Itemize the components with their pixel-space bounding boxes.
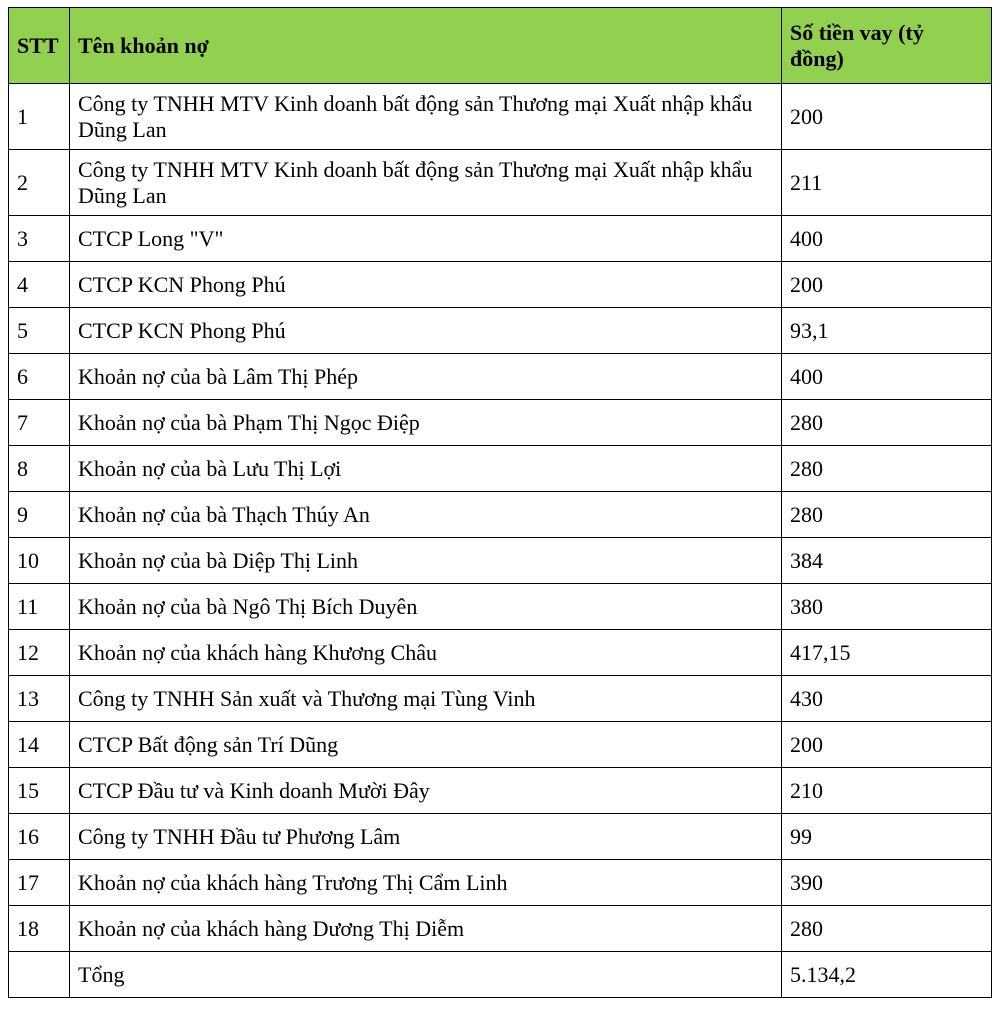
cell-amount: 280 (782, 400, 992, 446)
cell-name: CTCP Long "V" (70, 216, 782, 262)
cell-amount: 280 (782, 446, 992, 492)
cell-amount: 384 (782, 538, 992, 584)
cell-amount: 211 (782, 150, 992, 216)
cell-name: Công ty TNHH MTV Kinh doanh bất động sản Thương mại Xuất nhập khẩu Dũng Lan (70, 150, 782, 216)
cell-stt: 8 (9, 446, 70, 492)
cell-name: Công ty TNHH Sản xuất và Thương mại Tùng Vinh (70, 676, 782, 722)
cell-name: CTCP Đầu tư và Kinh doanh Mười Đây (70, 768, 782, 814)
cell-stt: 17 (9, 860, 70, 906)
cell-amount: 400 (782, 216, 992, 262)
table-row (9, 150, 992, 216)
cell-name: CTCP Bất động sản Trí Dũng (70, 722, 782, 768)
header-amount: Số tiền vay (tỷ đồng) (782, 8, 992, 84)
debt-table (8, 7, 992, 998)
cell-stt: 3 (9, 216, 70, 262)
cell-amount: 200 (782, 84, 992, 150)
cell-name: Khoản nợ của bà Phạm Thị Ngọc Điệp (70, 400, 782, 446)
cell-name: Khoản nợ của bà Lâm Thị Phép (70, 354, 782, 400)
total-row (9, 952, 992, 998)
cell-name: Khoản nợ của bà Ngô Thị Bích Duyên (70, 584, 782, 630)
cell-amount: 380 (782, 584, 992, 630)
cell-stt: 18 (9, 906, 70, 952)
cell-stt: 13 (9, 676, 70, 722)
cell-name: Khoản nợ của khách hàng Dương Thị Diễm (70, 906, 782, 952)
cell-name: CTCP KCN Phong Phú (70, 308, 782, 354)
cell-name: Khoản nợ của khách hàng Trương Thị Cẩm Linh (70, 860, 782, 906)
table-row (9, 354, 992, 400)
cell-amount: 390 (782, 860, 992, 906)
cell-amount: 280 (782, 492, 992, 538)
table-row (9, 860, 992, 906)
table-row (9, 216, 992, 262)
table-row (9, 584, 992, 630)
table-row (9, 722, 992, 768)
cell-amount: 210 (782, 768, 992, 814)
table-row (9, 400, 992, 446)
cell-stt: 7 (9, 400, 70, 446)
table-row (9, 308, 992, 354)
cell-stt: 12 (9, 630, 70, 676)
cell-stt: 6 (9, 354, 70, 400)
cell-name: Công ty TNHH MTV Kinh doanh bất động sản Thương mại Xuất nhập khẩu Dũng Lan (70, 84, 782, 150)
table-row (9, 538, 992, 584)
table-row (9, 84, 992, 150)
cell-stt: 9 (9, 492, 70, 538)
cell-name: Khoản nợ của khách hàng Khương Châu (70, 630, 782, 676)
cell-stt: 2 (9, 150, 70, 216)
cell-name: Khoản nợ của bà Diệp Thị Linh (70, 538, 782, 584)
total-label: Tổng (70, 952, 782, 998)
header-name: Tên khoản nợ (70, 8, 782, 84)
cell-amount: 200 (782, 262, 992, 308)
header-stt: STT (9, 8, 70, 84)
cell-amount: 400 (782, 354, 992, 400)
cell-name: CTCP KCN Phong Phú (70, 262, 782, 308)
table-row (9, 262, 992, 308)
cell-amount: 99 (782, 814, 992, 860)
cell-stt: 14 (9, 722, 70, 768)
table-row (9, 814, 992, 860)
cell-stt: 11 (9, 584, 70, 630)
cell-stt: 4 (9, 262, 70, 308)
table-row (9, 446, 992, 492)
table-row (9, 676, 992, 722)
table-row (9, 768, 992, 814)
table-row (9, 906, 992, 952)
cell-stt: 10 (9, 538, 70, 584)
cell-stt: 1 (9, 84, 70, 150)
cell-amount: 430 (782, 676, 992, 722)
cell-amount: 417,15 (782, 630, 992, 676)
table-row (9, 630, 992, 676)
cell-stt: 5 (9, 308, 70, 354)
debt-table-container (8, 7, 992, 998)
cell-amount: 200 (782, 722, 992, 768)
table-header-row (9, 8, 992, 84)
total-stt (9, 952, 70, 998)
cell-amount: 93,1 (782, 308, 992, 354)
table-row (9, 492, 992, 538)
cell-amount: 280 (782, 906, 992, 952)
cell-name: Khoản nợ của bà Lưu Thị Lợi (70, 446, 782, 492)
cell-name: Công ty TNHH Đầu tư Phương Lâm (70, 814, 782, 860)
total-amount: 5.134,2 (782, 952, 992, 998)
table-body (9, 84, 992, 998)
cell-stt: 16 (9, 814, 70, 860)
cell-stt: 15 (9, 768, 70, 814)
cell-name: Khoản nợ của bà Thạch Thúy An (70, 492, 782, 538)
